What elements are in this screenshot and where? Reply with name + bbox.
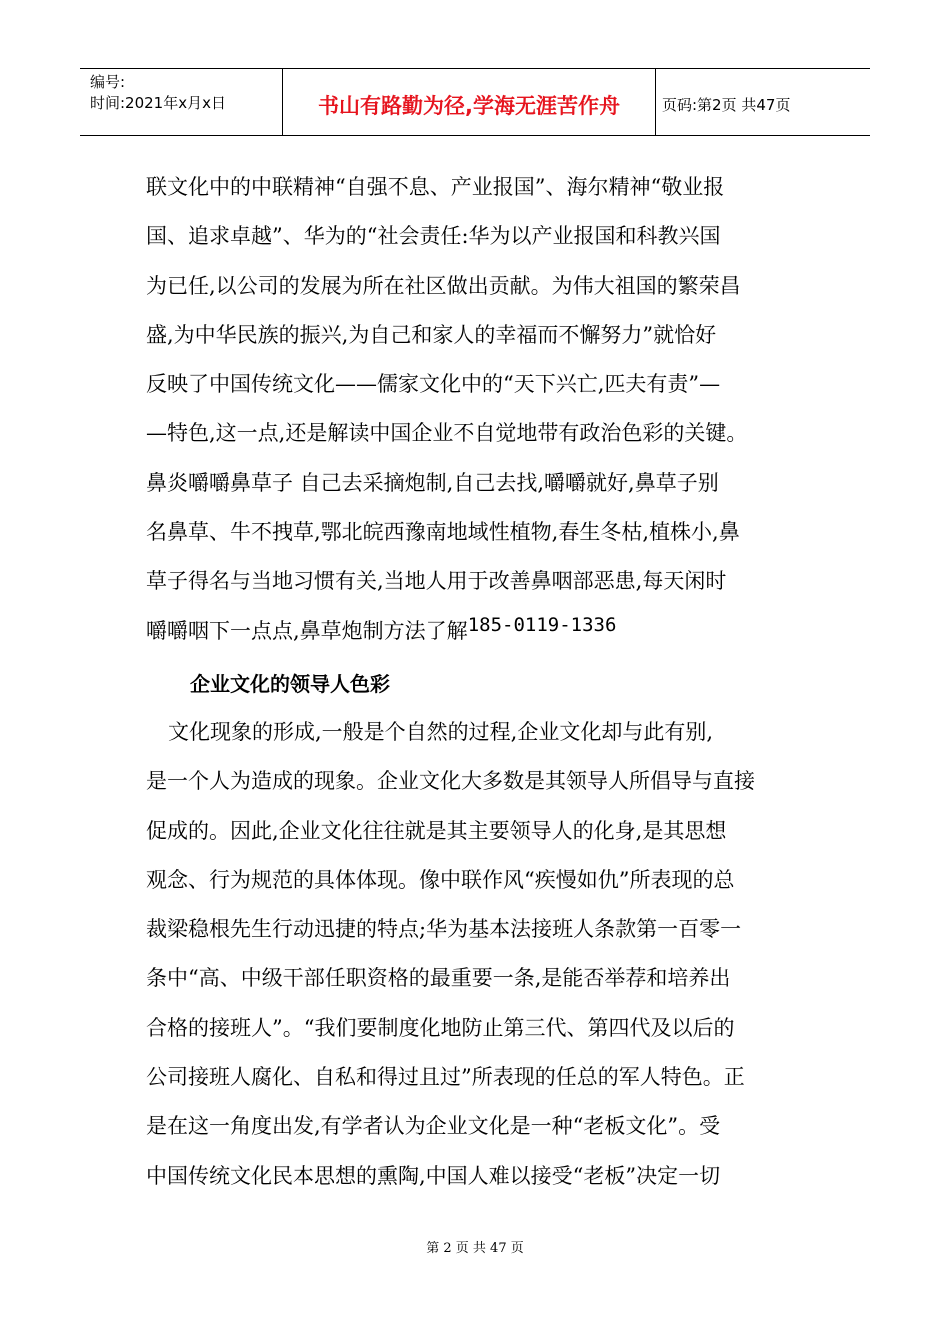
- body-line: 中国传统文化民本思想的熏陶,中国人难以接受“老板”决定一切: [146, 1163, 721, 1188]
- body-line-text: 嚼嚼咽下一点点,鼻草炮制方法了解: [146, 618, 468, 643]
- body-line: 国、追求卓越”、华为的“社会责任:华为以产业报国和科教兴国: [146, 224, 721, 249]
- header-meta-cell: [80, 69, 283, 135]
- body-line: 裁梁稳根先生行动迅捷的特点;华为基本法接班人条款第一百零一: [146, 917, 742, 942]
- time-label: 时间:2021年x月x日: [90, 94, 226, 112]
- body-line-last: [146, 607, 816, 657]
- phone-number: 185-0119-1336: [467, 613, 617, 636]
- body-line: 草子得名与当地习惯有关,当地人用于改善鼻咽部恶患,每天闲时: [146, 569, 727, 594]
- page-footer: 第 2 页 共 47 页: [426, 1241, 524, 1256]
- page-info: 页码:第2页 共47页: [662, 95, 791, 114]
- motto-text: 书山有路勤为径,学海无涯苦作舟: [318, 94, 620, 118]
- body-line: 观念、行为规范的具体体现。像中联作风“疾慢如仇”所表现的总: [146, 867, 735, 892]
- body-line: 盛,为中华民族的振兴,为自己和家人的幸福而不懈努力”就恰好: [146, 322, 717, 347]
- body-section-2: [146, 708, 816, 1201]
- body-line: 名鼻草、牛不拽草,鄂北皖西豫南地域性植物,春生冬枯,植株小,鼻: [146, 520, 740, 545]
- body-line: 为已任,以公司的发展为所在社区做出贡献。为伟大祖国的繁荣昌: [146, 273, 741, 298]
- body-line: 反映了中国传统文化——儒家文化中的“天下兴亡,匹夫有责”—: [146, 372, 721, 397]
- body-line: 联文化中的中联精神“自强不息、产业报国”、海尔精神“敬业报: [146, 175, 725, 199]
- body-line: 促成的。因此,企业文化往往就是其主要领导人的化身,是其思想: [146, 818, 727, 843]
- body-line: 鼻炎嚼嚼鼻草子 自己去采摘炮制,自己去找,嚼嚼就好,鼻草子别: [146, 470, 719, 495]
- section-heading: 企业文化的领导人色彩: [190, 672, 390, 696]
- body-line: 合格的接班人”。“我们要制度化地防止第三代、第四代及以后的: [146, 1015, 735, 1040]
- body-line: —特色,这一点,还是解读中国企业不自觉地带有政治色彩的关键。: [146, 421, 748, 446]
- body-line: 条中“高、中级干部任职资格的最重要一条,是能否举荐和培养出: [146, 966, 731, 991]
- number-label: 编号:: [90, 73, 126, 91]
- body-line: 是一个人为造成的现象。企业文化大多数是其领导人所倡导与直接: [146, 769, 755, 794]
- body-line: 是在这一角度出发,有学者认为企业文化是一种“老板文化”。受: [146, 1114, 721, 1139]
- header-page-cell: [656, 69, 870, 135]
- body-section-1: [146, 163, 816, 657]
- header-motto-cell: [283, 69, 656, 135]
- body-line: 文化现象的形成,一般是个自然的过程,企业文化却与此有别,: [168, 720, 714, 744]
- body-line: 公司接班人腐化、自私和得过且过”所表现的任总的军人特色。正: [146, 1065, 745, 1090]
- document-header: [80, 68, 870, 136]
